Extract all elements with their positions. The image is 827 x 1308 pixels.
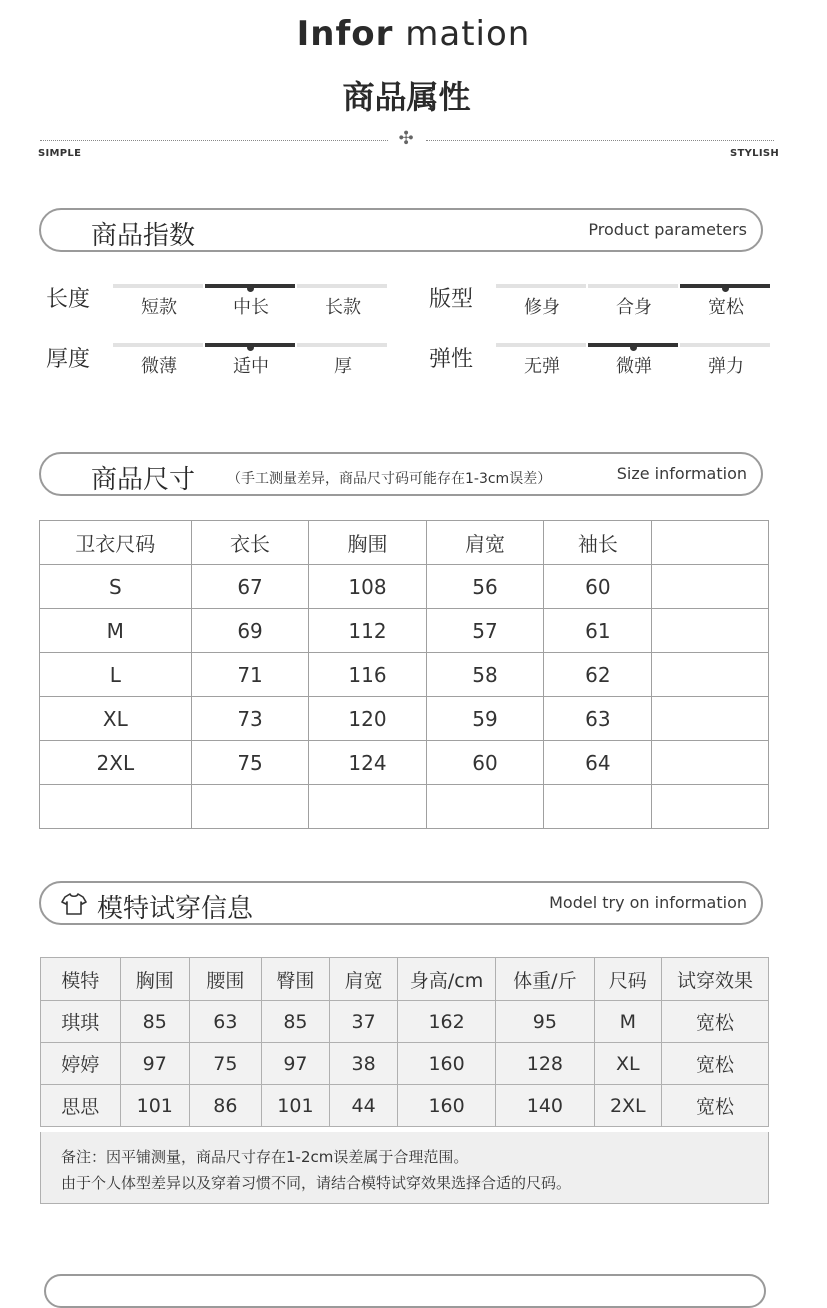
remark-line-2: 由于个人体型差异以及穿着习惯不同，请结合模特试穿效果选择合适的尺码。 [61, 1174, 572, 1192]
size-cell [426, 785, 544, 829]
model-cell: 44 [330, 1085, 398, 1127]
param-bar [496, 284, 586, 288]
param-option: 修身 [524, 297, 560, 318]
size-cell: 衣长 [191, 521, 309, 565]
table-row [40, 565, 769, 609]
flower-icon: ✣ [398, 128, 414, 149]
model-cell: 体重/斤 [496, 958, 595, 1001]
size-cell: L [40, 653, 192, 697]
model-cell: 86 [189, 1085, 261, 1127]
model-cell: 97 [120, 1043, 189, 1085]
table-row [40, 653, 769, 697]
size-cell: 59 [426, 697, 544, 741]
model-cell: 2XL [594, 1085, 661, 1127]
param-bar [297, 284, 387, 288]
model-cell: 95 [496, 1001, 595, 1043]
model-cell: 63 [189, 1001, 261, 1043]
param-bar [113, 343, 203, 347]
param-option: 微弹 [616, 356, 652, 377]
table-row [40, 741, 769, 785]
model-cell: 140 [496, 1085, 595, 1127]
size-cell: 60 [544, 565, 652, 609]
model-table [40, 957, 769, 1127]
model-cell: 160 [398, 1043, 496, 1085]
size-cell [652, 741, 769, 785]
param-option: 适中 [233, 356, 269, 377]
model-title-en: Model try on information [549, 893, 747, 912]
size-cell: 120 [309, 697, 426, 741]
param-bar [113, 284, 203, 288]
param-option: 宽松 [708, 297, 744, 318]
model-cell: 97 [261, 1043, 329, 1085]
size-cell: XL [40, 697, 192, 741]
size-cell: 73 [191, 697, 309, 741]
remark-line-1: 备注：因平铺测量，商品尺寸存在1-2cm误差属于合理范围。 [61, 1148, 469, 1166]
size-cell: 124 [309, 741, 426, 785]
table-row [40, 609, 769, 653]
param-bar [496, 343, 586, 347]
page-title-en: Infor mation [296, 14, 531, 54]
model-header-row [41, 958, 769, 1001]
size-cell: 63 [544, 697, 652, 741]
params-title-en: Product parameters [588, 220, 747, 239]
size-cell: 胸围 [309, 521, 426, 565]
size-cell: 肩宽 [426, 521, 544, 565]
model-cell: 宽松 [661, 1043, 768, 1085]
model-cell: 宽松 [661, 1085, 768, 1127]
table-row [41, 1043, 769, 1085]
size-section-header [39, 452, 763, 496]
model-cell: 75 [189, 1043, 261, 1085]
size-cell: 62 [544, 653, 652, 697]
param-label: 版型 [429, 287, 474, 312]
table-row [40, 697, 769, 741]
param-bar [297, 343, 387, 347]
model-cell: 101 [261, 1085, 329, 1127]
size-cell: 61 [544, 609, 652, 653]
size-table [39, 520, 769, 829]
params-title-cn: 商品指数 [91, 221, 196, 251]
model-cell: 婷婷 [41, 1043, 121, 1085]
param-bar [588, 284, 678, 288]
param-bar [680, 343, 770, 347]
model-cell: 试穿效果 [661, 958, 768, 1001]
divider-right [426, 140, 774, 141]
model-cell: 38 [330, 1043, 398, 1085]
model-cell: 胸围 [120, 958, 189, 1001]
size-cell [652, 521, 769, 565]
size-cell: 64 [544, 741, 652, 785]
model-cell: 162 [398, 1001, 496, 1043]
params-section-header [39, 208, 763, 252]
size-cell [652, 697, 769, 741]
param-option: 无弹 [524, 356, 560, 377]
size-title-cn: 商品尺寸 [91, 465, 196, 495]
size-cell [652, 565, 769, 609]
size-note: （手工测量差异，商品尺寸码可能存在1-3cm误差） [227, 471, 552, 487]
param-selected-dot [247, 344, 254, 351]
left-tag: SIMPLE [38, 148, 82, 159]
size-cell [309, 785, 426, 829]
table-row [41, 1085, 769, 1127]
size-header-row [40, 521, 769, 565]
param-selected-dot [247, 285, 254, 292]
size-cell [652, 785, 769, 829]
size-cell [652, 609, 769, 653]
model-cell: 腰围 [189, 958, 261, 1001]
model-cell: XL [594, 1043, 661, 1085]
size-cell: 75 [191, 741, 309, 785]
size-cell: S [40, 565, 192, 609]
model-cell: M [594, 1001, 661, 1043]
model-cell: 肩宽 [330, 958, 398, 1001]
model-cell: 思思 [41, 1085, 121, 1127]
size-cell: 112 [309, 609, 426, 653]
model-cell: 尺码 [594, 958, 661, 1001]
size-cell [652, 653, 769, 697]
page-title-cn: 商品属性 [342, 78, 471, 116]
size-cell: 108 [309, 565, 426, 609]
param-label: 厚度 [46, 347, 91, 372]
size-cell: M [40, 609, 192, 653]
param-label: 长度 [46, 287, 91, 312]
divider-left [40, 140, 388, 141]
model-section-header [39, 881, 763, 925]
model-cell: 128 [496, 1043, 595, 1085]
size-cell [544, 785, 652, 829]
param-label: 弹性 [429, 347, 474, 372]
model-cell: 臀围 [261, 958, 329, 1001]
size-cell: 56 [426, 565, 544, 609]
model-title-cn: 模特试穿信息 [97, 894, 254, 924]
size-cell: 2XL [40, 741, 192, 785]
model-cell: 85 [120, 1001, 189, 1043]
param-option: 短款 [141, 297, 177, 318]
right-tag: STYLISH [730, 148, 780, 159]
model-cell: 160 [398, 1085, 496, 1127]
param-selected-dot [722, 285, 729, 292]
table-row [40, 785, 769, 829]
size-cell: 58 [426, 653, 544, 697]
param-option: 中长 [233, 297, 269, 318]
param-option: 合身 [616, 297, 652, 318]
model-cell: 宽松 [661, 1001, 768, 1043]
size-cell: 69 [191, 609, 309, 653]
size-cell: 60 [426, 741, 544, 785]
param-option: 弹力 [708, 356, 744, 377]
size-cell: 71 [191, 653, 309, 697]
model-cell: 37 [330, 1001, 398, 1043]
param-option: 厚 [334, 356, 352, 377]
remark-box [40, 1132, 769, 1204]
size-cell: 116 [309, 653, 426, 697]
model-cell: 模特 [41, 958, 121, 1001]
size-cell [191, 785, 309, 829]
model-cell: 琪琪 [41, 1001, 121, 1043]
param-option: 长款 [325, 297, 361, 318]
size-title-en: Size information [616, 464, 747, 483]
table-row [41, 1001, 769, 1043]
param-option: 微薄 [141, 356, 177, 377]
model-cell: 身高/cm [398, 958, 496, 1001]
size-cell [40, 785, 192, 829]
shirt-icon [61, 891, 87, 917]
size-cell: 袖长 [544, 521, 652, 565]
model-cell: 101 [120, 1085, 189, 1127]
model-cell: 85 [261, 1001, 329, 1043]
next-section-header [44, 1274, 766, 1308]
param-selected-dot [630, 344, 637, 351]
size-cell: 57 [426, 609, 544, 653]
size-cell: 卫衣尺码 [40, 521, 192, 565]
size-cell: 67 [191, 565, 309, 609]
